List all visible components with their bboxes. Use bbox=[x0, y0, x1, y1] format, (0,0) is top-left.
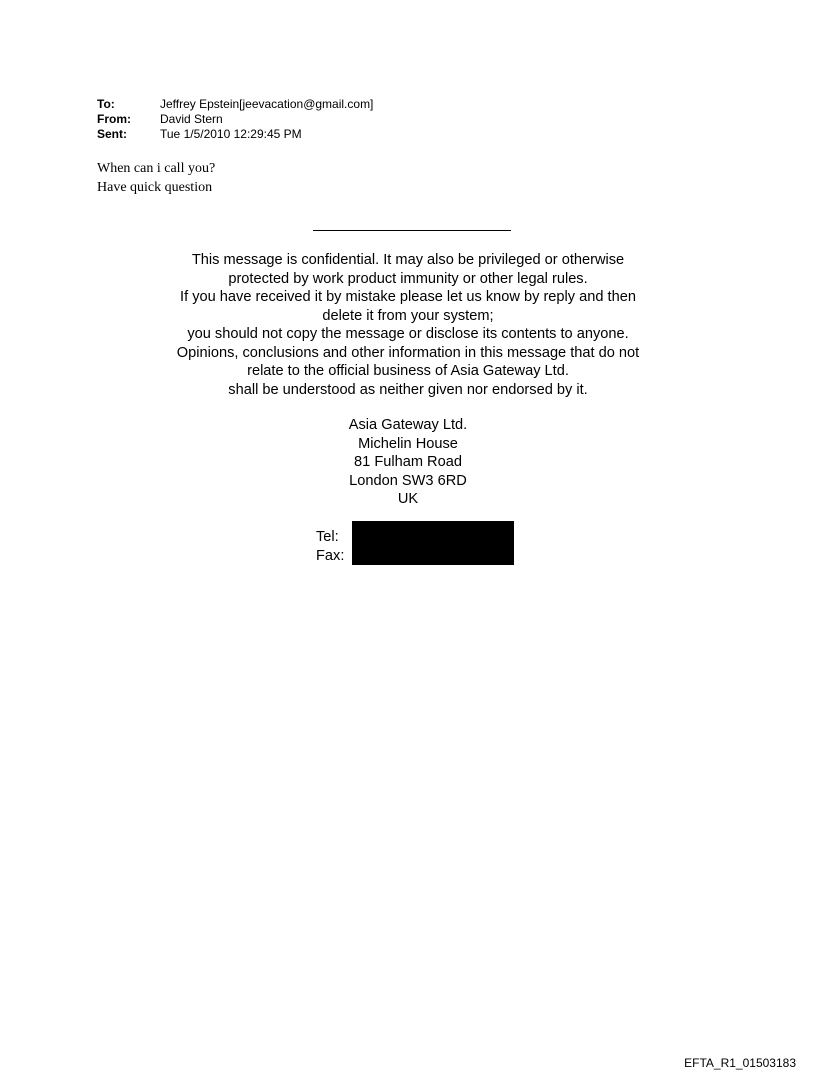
contact-numbers bbox=[316, 528, 344, 565]
disclaimer-line: This message is confidential. It may also be privileged or otherwise bbox=[191, 252, 625, 268]
company-address bbox=[258, 416, 558, 509]
disclaimer-line: relate to the official business of Asia Gateway Ltd. bbox=[247, 363, 569, 379]
address-line: Michelin House bbox=[358, 435, 458, 452]
address-line: 81 Fulham Road bbox=[354, 454, 462, 470]
email-header bbox=[97, 97, 373, 142]
to-row bbox=[97, 97, 373, 112]
sent-row bbox=[97, 127, 373, 142]
sent-label: Sent: bbox=[97, 127, 127, 141]
tel-label: Tel: bbox=[316, 529, 339, 545]
body-line: Have quick question bbox=[97, 180, 213, 195]
sent-value: Tue 1/5/2010 12:29:45 PM bbox=[160, 127, 302, 141]
disclaimer-line: Opinions, conclusions and other information in this message that do not bbox=[176, 344, 640, 361]
from-label: From: bbox=[97, 112, 131, 126]
document-id: EFTA_R1_01503183 bbox=[684, 1056, 796, 1070]
disclaimer-line: shall be understood as neither given nor endorsed by it. bbox=[228, 381, 588, 398]
disclaimer-line: you should not copy the message or disclose its contents to anyone. bbox=[187, 326, 629, 342]
address-line: Asia Gateway Ltd. bbox=[348, 417, 468, 433]
body-line: When can i call you? bbox=[97, 161, 216, 176]
signature-divider bbox=[313, 230, 511, 231]
disclaimer-line: protected by work product immunity or other legal rules. bbox=[228, 270, 588, 287]
address-line: London SW3 6RD bbox=[349, 472, 467, 489]
to-label: To: bbox=[97, 97, 115, 111]
disclaimer-line: If you have received it by mistake please let us know by reply and then bbox=[180, 289, 636, 305]
to-value: Jeffrey Epstein[jeevacation@gmail.com] bbox=[160, 97, 374, 111]
address-line: UK bbox=[397, 491, 419, 507]
email-body bbox=[97, 159, 215, 197]
from-row bbox=[97, 112, 373, 127]
redaction-block bbox=[352, 521, 514, 565]
fax-label: Fax: bbox=[316, 547, 345, 564]
from-value: David Stern bbox=[160, 112, 223, 126]
disclaimer-line: delete it from your system; bbox=[322, 307, 494, 324]
confidentiality-disclaimer bbox=[100, 251, 716, 399]
